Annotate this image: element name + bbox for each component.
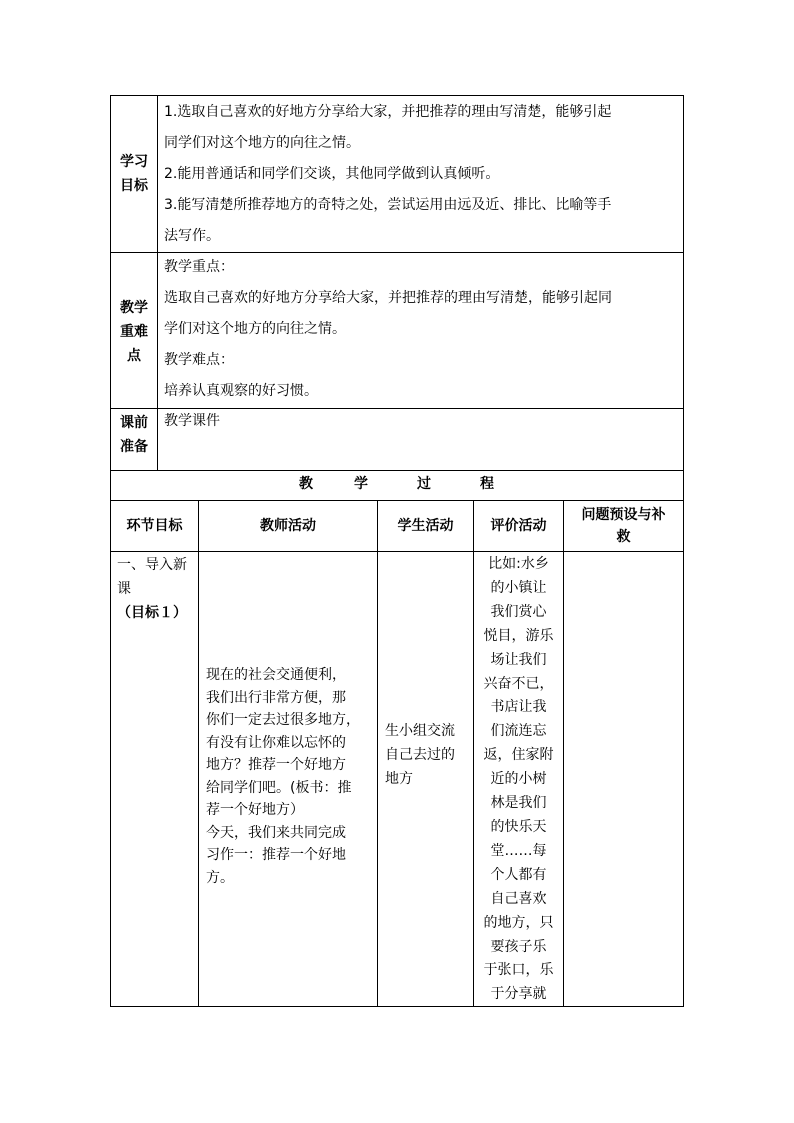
key-points-label-line3: 点 xyxy=(127,348,141,364)
table-border-left xyxy=(110,95,111,1007)
column-header-goal: 环节目标 xyxy=(126,518,183,534)
evaluation-line: 兴奋不已， xyxy=(483,675,554,692)
evaluation-line: 于张口，乐 xyxy=(483,962,554,979)
preparation-label-line2: 准备 xyxy=(120,439,148,455)
process-title-char: 学 xyxy=(354,476,368,492)
row1-evaluation-activity xyxy=(474,553,563,1007)
row1-teacher-activity xyxy=(206,664,377,889)
student-line: 地方 xyxy=(385,771,413,787)
objectives-line: 3.能写清楚所推荐地方的奇特之处，尝试运用由远及近、排比、比喻等手 xyxy=(164,197,612,213)
divider-preparation xyxy=(110,470,684,471)
key-points-line: 教学重点： xyxy=(164,259,234,275)
evaluation-line: 要孩子乐 xyxy=(490,938,547,955)
teacher-line: 方。 xyxy=(206,869,234,886)
divider-column-header xyxy=(110,551,684,552)
column-header-issues-line2: 救 xyxy=(616,529,631,545)
objectives-line: 法写作。 xyxy=(164,228,220,244)
objectives-label-line2: 目标 xyxy=(120,178,148,194)
col-divider-4 xyxy=(563,500,564,1007)
row1-goal-target: （目标１） xyxy=(117,605,187,621)
row1-student-activity xyxy=(385,719,473,791)
preparation-label-line1: 课前 xyxy=(120,415,148,431)
objectives-content xyxy=(164,97,680,252)
preparation-label xyxy=(111,411,157,459)
process-title-char: 程 xyxy=(480,476,494,492)
column-header-student: 学生活动 xyxy=(397,518,454,534)
evaluation-line: 于分享就 xyxy=(490,986,547,1003)
key-points-label-line1: 教学 xyxy=(120,300,148,316)
evaluation-line: 返，住家附 xyxy=(483,747,554,764)
teacher-line: 今天，我们来共同完成 xyxy=(206,824,346,841)
key-points-content xyxy=(164,252,680,407)
divider-process-title xyxy=(110,500,684,501)
objectives-label-line1: 学习 xyxy=(120,154,148,170)
row1-goal-line: 课 xyxy=(117,581,131,597)
table-border-bottom xyxy=(110,1006,684,1007)
key-points-label xyxy=(111,296,157,368)
row1-goal-line: 一、导入新 xyxy=(117,557,187,573)
row1-goal xyxy=(117,553,197,625)
key-points-line: 培养认真观察的好习惯。 xyxy=(164,383,318,399)
teacher-line: 地方？推荐一个好地方 xyxy=(206,757,346,773)
evaluation-line: 书店让我 xyxy=(490,699,547,716)
evaluation-line: 比如:水乡 xyxy=(488,556,549,572)
key-points-line: 学们对这个地方的向往之情。 xyxy=(164,321,346,337)
evaluation-line: 的地方，只 xyxy=(483,914,554,931)
evaluation-line: 场让我们 xyxy=(490,651,547,668)
col-divider-2 xyxy=(377,500,378,1007)
evaluation-line: 林是我们 xyxy=(490,795,547,812)
teacher-line: 荐一个好地方） xyxy=(206,802,304,818)
column-header-evaluation: 评价活动 xyxy=(490,518,547,534)
teacher-line: 有没有让你难以忘怀的 xyxy=(206,734,346,751)
objectives-line: 1.选取自己喜欢的好地方分享给大家，并把推荐的理由写清楚，能够引起 xyxy=(164,104,612,120)
teacher-line: 习作一：推荐一个好地 xyxy=(206,847,346,863)
column-header-issues xyxy=(564,504,683,548)
objectives-line: 同学们对这个地方的向往之情。 xyxy=(164,135,360,151)
key-points-label-line2: 重难 xyxy=(120,324,148,340)
evaluation-line: 的小镇让 xyxy=(490,579,547,596)
column-header-teacher: 教师活动 xyxy=(260,518,316,534)
objectives-label xyxy=(111,150,157,198)
key-points-line: 选取自己喜欢的好地方分享给大家，并把推荐的理由写清楚，能够引起同 xyxy=(164,290,612,306)
process-title-char: 过 xyxy=(417,476,431,492)
process-title xyxy=(111,472,683,498)
teacher-line: 你们一定去过很多地方， xyxy=(206,712,360,728)
evaluation-line: 们流连忘 xyxy=(490,723,547,740)
evaluation-line: 自己喜欢 xyxy=(490,890,547,907)
key-points-line: 教学难点： xyxy=(164,352,234,368)
col-divider-1 xyxy=(198,500,199,1007)
teacher-line: 我们出行非常方便，那 xyxy=(206,689,346,706)
column-header-issues-line1: 问题预设与补 xyxy=(581,507,666,523)
evaluation-line: 堂……每 xyxy=(490,842,547,859)
table-border-top xyxy=(110,95,684,96)
table-border-right xyxy=(683,95,684,1007)
label-column-divider xyxy=(157,95,158,471)
process-title-char: 教 xyxy=(299,476,313,492)
teacher-line: 现在的社会交通便利， xyxy=(206,667,346,683)
evaluation-line: 我们赏心 xyxy=(490,603,547,620)
objectives-line: 2.能用普通话和同学们交谈，其他同学做到认真倾听。 xyxy=(164,166,500,182)
evaluation-line: 悦目，游乐 xyxy=(483,627,554,644)
student-line: 生小组交流 xyxy=(385,723,455,739)
evaluation-line: 个人都有 xyxy=(490,866,547,883)
student-line: 自己去过的 xyxy=(385,747,455,763)
evaluation-line: 近的小树 xyxy=(490,771,547,788)
teacher-line: 给同学们吧。(板书：推 xyxy=(206,779,352,796)
evaluation-line: 的快乐天 xyxy=(490,818,547,835)
preparation-content: 教学课件 xyxy=(164,413,220,429)
